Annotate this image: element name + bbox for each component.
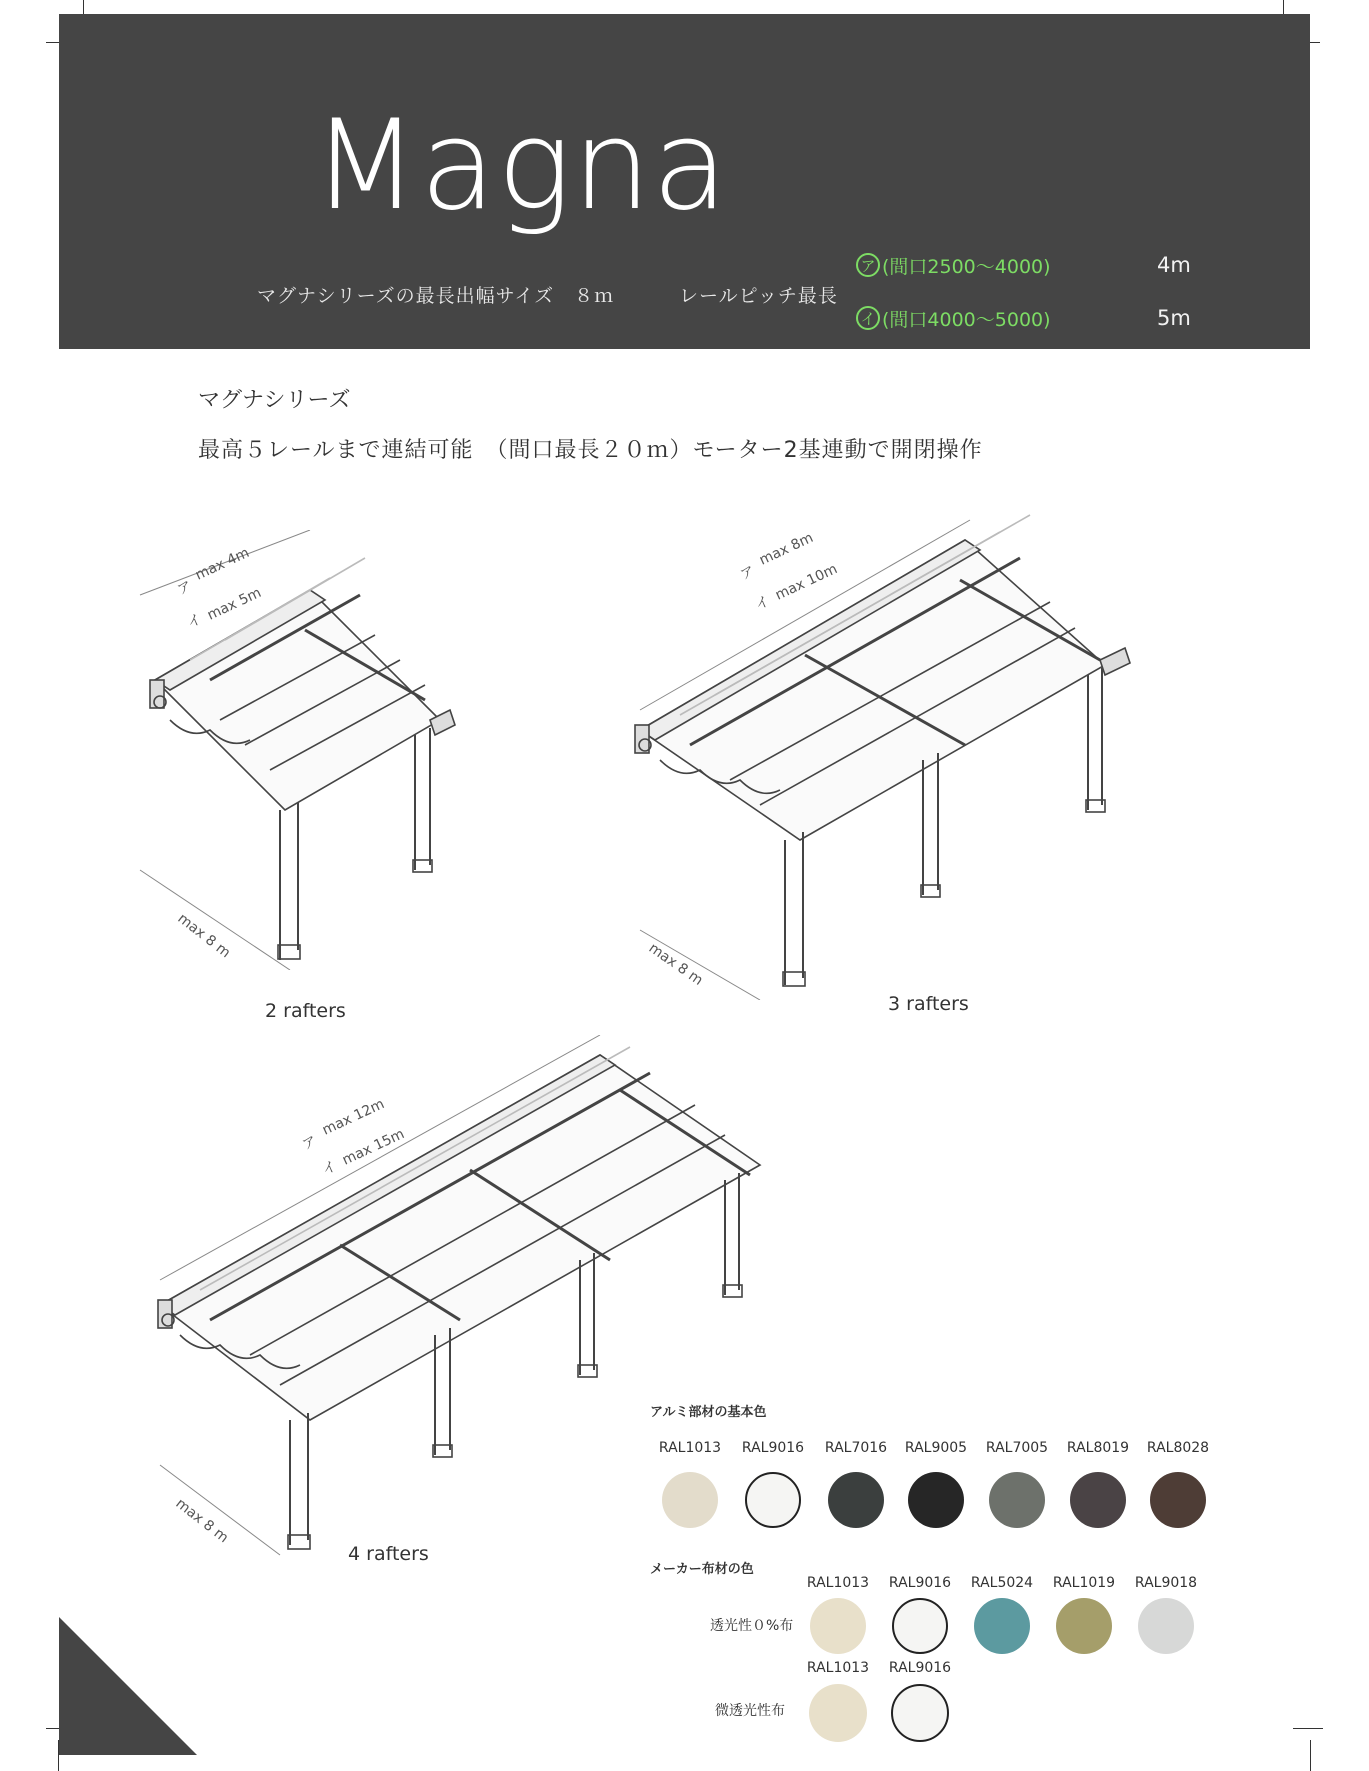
badge-a-icon: ア <box>856 253 880 277</box>
color-swatch <box>989 1472 1045 1528</box>
series-title: マグナシリーズ <box>198 388 351 413</box>
fabric-type-label: 微透光性布 <box>715 1703 785 1719</box>
page-title: Magna <box>312 94 729 238</box>
dim-badge-a: ア <box>174 578 195 599</box>
color-swatch <box>828 1472 884 1528</box>
swatch-code-label: RAL8028 <box>1146 1440 1210 1456</box>
rafters-caption: 3 rafters <box>888 993 969 1015</box>
series-description: 最高５レールまで連結可能 （間口最長２０ｍ）モーター2基連動で開閉操作 <box>198 438 983 463</box>
pitch-row-a <box>856 250 1191 280</box>
pitch-row-i <box>856 303 1191 333</box>
color-swatch <box>891 1684 949 1742</box>
aluminum-palette-title: アルミ部材の基本色 <box>650 1405 767 1420</box>
dim-badge-i: イ <box>752 593 773 614</box>
dim-i-text: max 5m <box>204 584 264 624</box>
color-swatch <box>810 1598 866 1654</box>
pitch-value: 4m <box>1157 253 1191 277</box>
rafters-caption: 4 rafters <box>348 1543 429 1565</box>
dim-depth-text: max 8 m <box>172 1495 232 1547</box>
dim-a-text: max 8m <box>756 529 816 569</box>
color-swatch <box>662 1472 718 1528</box>
crop-mark <box>1310 1740 1311 1771</box>
swatch-code-label: RAL7016 <box>824 1440 888 1456</box>
swatch-code-label: RAL7005 <box>985 1440 1049 1456</box>
header-band <box>59 14 1310 349</box>
swatch-code-label: RAL1013 <box>806 1660 870 1676</box>
dim-depth-text: max 8 m <box>174 910 234 962</box>
color-swatch <box>745 1472 801 1528</box>
swatch-code-label: RAL5024 <box>970 1575 1034 1591</box>
swatch-code-label: RAL8019 <box>1066 1440 1130 1456</box>
dim-badge-a: ア <box>299 1133 320 1154</box>
swatch-code-label: RAL1013 <box>658 1440 722 1456</box>
dim-a-text: max 12m <box>319 1096 387 1139</box>
pitch-value: 5m <box>1157 306 1191 330</box>
color-swatch <box>1150 1472 1206 1528</box>
swatch-code-label: RAL9016 <box>888 1660 952 1676</box>
color-swatch <box>892 1598 948 1654</box>
pitch-range: (間口4000～5000) <box>882 308 1051 331</box>
swatch-code-label: RAL9016 <box>888 1575 952 1591</box>
color-swatch <box>1138 1598 1194 1654</box>
swatch-code-label: RAL9005 <box>904 1440 968 1456</box>
crop-mark <box>1293 1728 1323 1729</box>
pergola-diagram-3-rafters <box>620 510 1140 1000</box>
swatch-code-label: RAL9016 <box>741 1440 805 1456</box>
dim-badge-i: イ <box>184 611 205 632</box>
dim-badge-a: ア <box>737 563 758 584</box>
dim-i-text: max 10m <box>772 561 840 604</box>
swatch-code-label: RAL1013 <box>806 1575 870 1591</box>
fabric-palette-title: メーカー布材の色 <box>650 1562 754 1577</box>
dim-i-text: max 15m <box>339 1126 407 1169</box>
swatch-code-label: RAL9018 <box>1134 1575 1198 1591</box>
dim-badge-i: イ <box>319 1158 340 1179</box>
color-swatch <box>974 1598 1030 1654</box>
rail-pitch-label: レールピッチ最長 <box>679 285 838 307</box>
rafters-caption: 2 rafters <box>265 1000 346 1022</box>
color-swatch <box>809 1684 867 1742</box>
swatch-code-label: RAL1019 <box>1052 1575 1116 1591</box>
color-swatch <box>1056 1598 1112 1654</box>
badge-i-icon: イ <box>856 306 880 330</box>
max-projection-text: マグナシリーズの最長出幅サイズ ８ｍ <box>257 285 615 307</box>
color-swatch <box>908 1472 964 1528</box>
dim-depth-text: max 8 m <box>645 940 706 989</box>
dim-a-text: max 4m <box>192 544 252 584</box>
pergola-diagram-2-rafters <box>130 530 510 970</box>
color-swatch <box>1070 1472 1126 1528</box>
corner-triangle <box>59 1617 197 1755</box>
pitch-range: (間口2500～4000) <box>882 255 1051 278</box>
fabric-type-label: 透光性０%布 <box>710 1618 794 1634</box>
